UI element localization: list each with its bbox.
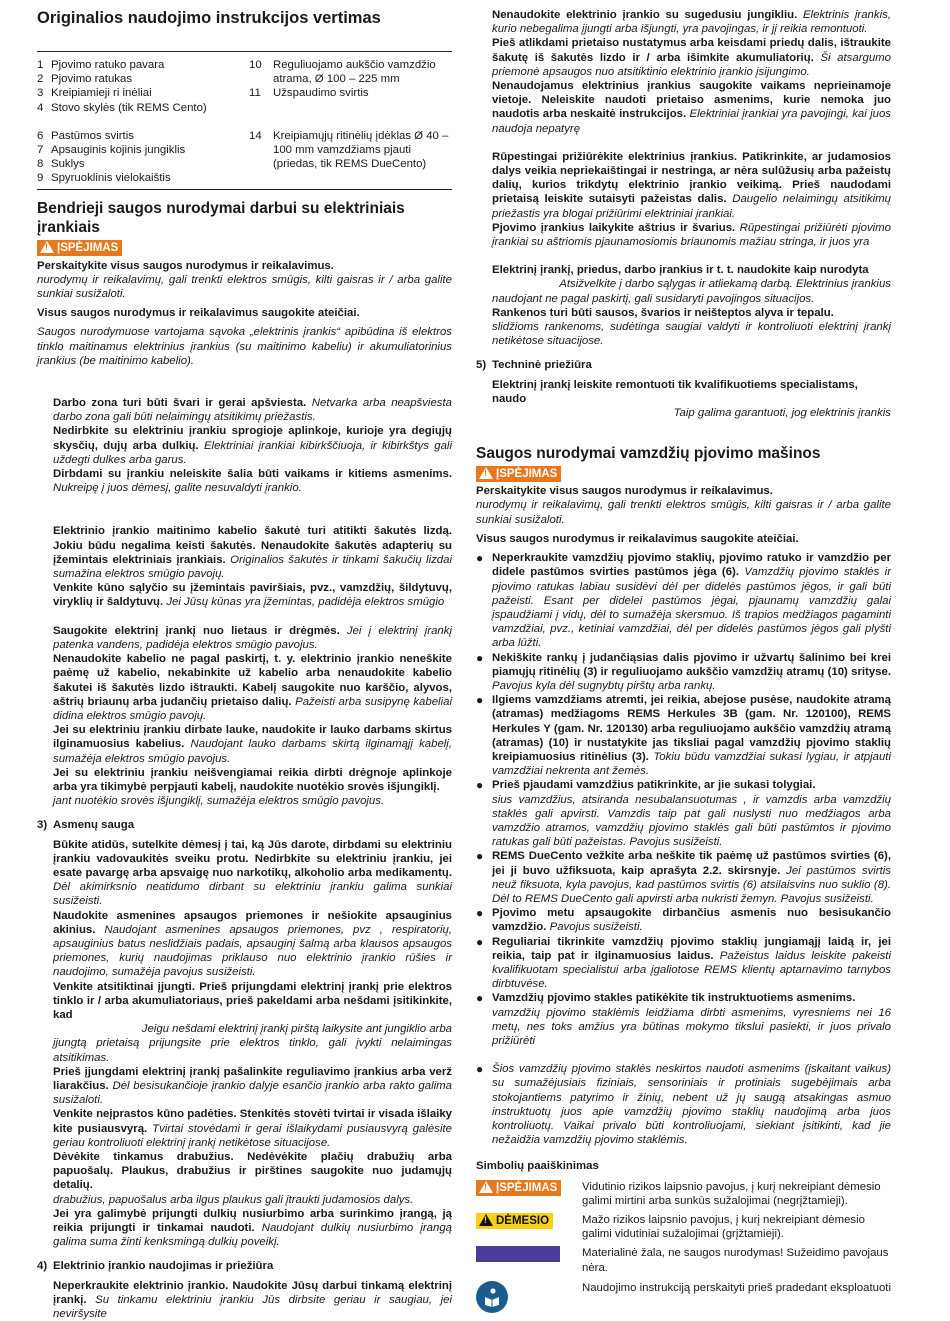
list-item: ● Reguliariai tikrinkite vamzdžių pjovimo staklių jungiamąjį laidą ir, jei reikia, taip pat ir ilginamuosius laidus. Pažeistus laidus leiskite pakeisti kvalifikuotam specialistui arba įgaliotose REMS klientų aptarnavimo tarnybos dirbtuvėse. [476,934,891,991]
symbol-notice-row: Materialinė žala, ne saugos nurodymas! Sužeidimo pavojaus nėra. [476,1246,891,1274]
maintenance: Elektrinį įrankį leiskite remontuoti tik kvalifikuotiems specialistams, naudo Taip galima garantuoti, jog elektrinis įrankis [492,378,891,420]
general-safety-heading: Bendrieji saugos nurodymai darbui su elektriniais įrankiais [37,199,405,236]
section-tool-use: 4) Elektrinio įrankio naudojimas ir priežiūra [37,1260,274,1273]
part-item: 8 Suklys [37,158,85,171]
workplace-safety: Darbo zona turi būti švari ir gerai apšviesta. Netvarka arba neapšviesta darbo zona gali būti nelaimingų atsitikimų priežastis. Nedirbkite su elektriniu įrankiu sprogioje aplinkoje, kurioje yra degiųjų skysčių, dujų arba dulkių. Elektriniai įrankiai kibirkščiuoja, ir kibirkštys gali uždegti dulkes arba garus. Dirbdami su įrankiu neleiskite šalia būti vaikams ir kitiems asmenims. Nukreipę į juos dėmesį, galite nesuvaldyti įrankio. [53,397,452,495]
symbol-caution-row: !DĖMESIO Mažo rizikos laipsnio pavojus, į kurį nekreipiant dėmesio galimi vidutiniai sužalojimai (grįžtamieji). [476,1213,891,1241]
read-instructions: Perskaitykite visus saugos nurodymus ir reikalavimus. [37,259,334,272]
part-item: 10 Reguliuojamo aukščio vamzdžio atrama, Ø 100 – 225 mm [249,59,436,86]
read-manual-icon [476,1281,508,1313]
caution-badge: !DĖMESIO [476,1213,553,1229]
personal-safety: Būkite atidūs, sutelkite dėmesį į tai, ką Jūs darote, dirbdami su elektriniu įrankiu vadovaukitės sveiku protu. Nedirbkite su elektriniu įrankiu, jei esate pavargę arba apsvaigę nuo narkotikų, alkoholio arba medikamentų. Dėl akimirksnio neatidumo dirbant su elektriniu įrankiu galima sunkiai susižeisti. Naudokite asmenines apsaugos priemones ir nešiokite apsauginius akinius. Naudojant asmenines apsaugos priemones, pvz , respiratorių, apsauginius batus neslidžiais padais, apsauginį šalmą arba klausos apsaugos priemones, kurių naudojimas priklauso nuo elektrinio įrankio rūšies ir naudojimo, sumažėja pavojus susižeisti. Venkite atsitiktinai įjungti. Prieš prijungdami elektrinį įrankį prie elektros tinklo ir / arba akumuliatoriaus, prieš pakeldami arba nešdami įsitikinkite, kad Jeigu nešdami elektrinį įrankį pirštą laikysite ant jungiklio arba įjungtą prietaisą prijungsite prie elektros tinklo, gali įvykti nelaimingas atsitikimas. Prieš įjungdami elektrinį įrankį pašalinkite reguliavimo įrankius arba verž liarakčius. Dėl besisukančioje įrankio dalyje esančio įrankio arba rakto galima susižaloti. Venkite neįprastos kūno padėties. Stenkitės stovėti tvirtai ir visada išlaiky kite pusiausvyrą. Tvirtai stovėdami ir gerai išlaikydami pusiausvyrą galėsite geriau kontroliuoti elektrinį įrankį netikėtose situacijose. Dėvėkite tinkamus drabužius. Nedėvėkite plačių drabužių arba papuošalų. Plaukus, drabužius ir pirštines saugokite nuo judamųjų detalių. drabužius, papuošalus arba ilgus plaukus gali įtraukti judamosios dalys. Jei yra galimybė prijungti dulkių nusiurbimo arba surinkimo įrangą, ją reikia prijungti ir tinkamai naudoti. Naudojant dulkių nusiurbimo įrangą galima suma žinti kenksmingą dulkių poveikį. [53,838,452,1249]
tool-use-continued: Nenaudokite elektrinio įrankio su sugedusiu jungikliu. Elektrinis įrankis, kurio nebegalima įjungti arba išjungti, yra pavojingas, ir jį reikia remontuoti. Pieš atlikdami prietaiso nustatymus arba keisdami priedų dalis, ištraukite šakutę iš šakutės lizdo ir / arba išimkite akumuliatorių. Ši atsargumo priemonė apsaugos nuo atsitiktinio elektrinio įrankio įsijungimo. Nenaudojamus elektrinius įrankius saugokite vaikams neprieinamoje vietoje. Neleiskite naudoti prietaiso asmenims, kurie nemoka juo naudotis arba neskaitė instrukcijos. Elektriniai įrankiai yra pavojingi, kai juos naudoja nepatyrę Rūpestingai prižiūrėkite elektrinius įrankius. Patikrinkite, ar judamosios dalys veikia nepriekaištingai ir nestringa, ar nėra sulūžusių arba pažeistų dalių, kurios trikdytų elektrinio įrankio veikimą. Prieš naudodami prietaisą leiskite sutaisyti pažeistas dalis. Daugelio nelaimingų atsitikimų priežastis yra blogai prižiūrimi elektriniai įrankiai. Pjovimo įrankius laikykite aštrius ir švarius. Rūpestingai prižiūrėti pjovimo įrankiai su aštriomis pjaunamosiomis briaunomis mažiau stringa, ir juos yra Elektrinį įrankį, priedus, darbo įrankius ir t. t. naudokite kaip nurodyta Atsižvelkite į darbo sąlygas ir atliekamą darbą. Elektrinius įrankius naudojant ne pagal paskirtį, gali susidaryti pavojingos situacijos. Rankenos turi būti sausos, švarios ir neišteptos alyva ir tepalu. slidžioms rankenoms, sudėtinga saugiai valdyti ir kontroliuoti elektrinį įrankį netikėtose situacijose. [492,9,892,348]
list-item: ● Nekiškite rankų į judančiąsias dalis pjovimo ir užvartų šalinimo bei krei piamųjų ritinėlių (3) ir reguliuojamo aukščio vamzdžių atramų (10) srityse. Pavojus kyla dėl sugnybtų pirštų arba rankų. [476,650,891,692]
parts-list-right [249,58,452,186]
symbols-legend [476,1180,891,1313]
list-item: ● Pjovimo metu apsaugokite dirbančius asmenis nuo besisukančio vamzdžio. Pavojus susižeisti. [476,906,891,934]
parts-list [37,52,452,186]
document-title: Originalios naudojimo instrukcijos vertimas [37,9,381,27]
part-item: 9 Spyruoklinis vielokaištis [37,172,171,185]
left-column [37,0,452,1321]
part-item: 6 Pastūmos svirtis [37,129,134,142]
warning-triangle-icon [479,467,493,479]
parts-rule [37,189,452,190]
tool-use: Neperkraukite elektrinio įrankio. Naudokite Jūsų darbui tinkamą elektrinį įrankį. Su tinkamu elektriniu įrankiu Jūs dirbsite geriau ir saugiau, jei neviršysite [53,1279,452,1321]
part-item: 1 Pjovimo ratuko pavara [37,59,165,71]
term-definition: Saugos nurodymuose vartojama sąvoka „elektrinis įrankis“ apibūdina iš elektros tinklo maitinamus elektrinius įrankius (su maitinimo kabeliu) ir akumuliatorinius įrankius (be maitinimo kabelio). [37,326,452,367]
part-item: 4 Stovo skylės (tik REMS Cento) [37,101,207,114]
list-item: ● REMS DueCento vežkite arba neškite tik paėmę už pastūmos svirties (6), jei ji buvo užfiksuota, kaip aprašyta 2.2. skirsnyje. Jei pastūmos svirtis neuž fiksuota, kyla pavojus, kad pastūmos svirtis (6) atsilaisvins nuo suklio (8). Dėl to REMS DueCento gali apvirsti arba nukristi žemyn. Pavojus susižeisti. [476,849,891,905]
list-item: ● Ilgiems vamzdžiams atremti, jei reikia, abejose pusėse, naudokite atramą (atramas) medžiagoms REMS Herkules 3B (gam. Nr. 120100), REMS Herkules Y (gam. Nr. 120130) arba reguliuojamo aukščio vamzdžių atramą (atramas) (10) ir nustatykite jas tiksliai pagal vamzdžių pjovimo staklių kreipiamuosius ritinėlius (3). Tokiu būdu vamzdžiai sukasi lygiau, ir atpjauti vamzdžiai nekrenta ant žemės. [476,693,891,778]
warning-triangle-icon [479,1181,493,1193]
electrical-safety: Elektrinio įrankio maitinimo kabelio šakutė turi atitikti šakutės lizdą. Jokiu būdu negalima keisti šakutės. Nenaudokite šakutės adapterių su įžemintais elektriniais įrankiais. Originalios šakutės ir tinkami šakučių lizdai sumažina elektros smūgio pavojų. Venkite kūno sąlyčio su įžemintais paviršiais, pvz., vamzdžių, šildytuvų, viryklių ir šaldytuvų. Jei Jūsų kūnas yra įžemintas, padidėja elektros smūgio Saugokite elektrinį įrankį nuo lietaus ir drėgmės. Jei į elektrinį įrankį patenka vandens, padidėja elektros smūgio pavojus. Nenaudokite kabelio ne pagal paskirtį, t. y. elektrinio įrankio neneškite paėmę už kabelio, nekabinkite už kabelio arba nenaudokite kabelio šakutei iš šakutės lizdo ištraukti. Kabelį saugokite nuo karščio, alyvos, aštrių briaunų arba judančių prietaiso dalių. Pažeisti arba susipynę kabeliai didina elektros smūgio pavojų. Jei su elektriniu įrankiu dirbate lauke, naudokite ir lauko darbams skirtus ilginamuosius kabelius. Naudojant lauko darbams skirtą ilginamąjį kabelį, sumažėja elektros smūgio pavojus. Jei su elektriniu įrankiu neišvengiamai reikia dirbti drėgnoje aplinkoje arba yra tikimybė perpjauti kabelį, naudokite nuotėkio srovės išjungiklį. jant nuotėkio srovės išjungiklį, sumažėja elektros smūgio pavojus. [53,525,453,808]
keep-instructions: Visus saugos nurodymus ir reikalavimus saugokite ateičiai. [37,307,360,320]
notice-bar [476,1246,560,1262]
part-item: 2 Pjovimo ratukas [37,73,133,86]
part-item: 14 Kreipiamųjų ritinėlių įdėklas Ø 40 – 100 mm vamzdžiams pjauti (priedas, tik REMS DueCento) [249,129,449,171]
list-item: ● Šios vamzdžių pjovimo staklės neskirtos naudoti asmenims (įskaitant vaikus) su sumažėjusiais fiziniais, sensoriniais ir protiniais sugebėjimais arba stokojantiems patyrimo ir žinių, nebent už jų saugą atsakingas asmuo instruktuotų juos apie vamzdžių pjovimo staklių naudojimą arba juos kontroliuotų. Vaikai privalo būti kontroliuojami, siekiant įsitikinti, kad jie nežaidžia vamzdžių pjovimo staklėmis. [476,1062,891,1147]
list-item: ● Vamzdžių pjovimo stakles patikėkite tik instruktuotiems asmenims. vamzdžių pjovimo staklėmis leidžiama dirbti asmenims, vyresniems nei 16 metų, nes toks amžius yra būtinas mokymo tikslui pasiekti, ir juos privalo prižiūrėti [476,991,891,1047]
keep-instructions: Visus saugos nurodymus ir reikalavimus saugokite ateičiai. [476,532,799,545]
warning-badge: !ĮSPĖJIMAS [476,466,561,482]
right-column [476,0,891,1313]
list-item: ● Neperkraukite vamzdžių pjovimo staklių, pjovimo ratuko ir vamzdžio per didele pastūmos svirties pastūmos jėga (6). Vamzdžių pjovimo staklės ir pjovimo ratukas labiau susidėvi dėl per didelės pastūmos jėgos, ir gali būti pažeisti. Esant per didelei pastūmos jėgai, pjaunamų vamzdžių galai įspaudžiami į vidų, dėl to sumažėja skersmuo. Iš trapios medžiagos pagaminti vamzdžiai, pvz., ketiniai vamzdžiai, dėl per didelės pastūmos jėgos gali plyšti arba lūžti. [476,551,891,650]
caution-triangle-icon [479,1214,493,1226]
part-item: 7 Apsauginis kojinis jungiklis [37,144,186,157]
warning-badge: !ĮSPĖJIMAS [37,240,122,256]
section-personal-safety: 3) Asmenų sauga [37,819,135,832]
pipe-safety-heading: Saugos nurodymai vamzdžių pjovimo mašinos [476,445,821,463]
list-item: ● Prieš pjaudami vamzdžius patikrinkite, ar jie sukasi tolygiai. sius vamzdžius, atsiranda nesubalansuotumas , ir vamzdis arba vamzdžių staklės gali apvirsti. Vamzdis taip pat gali nuslysti nuo medžiagos arba vamzdžio atramos, vamzdžių pjovimo staklės gali būti pastūmtos ir pjovimo ratukas gali būti pažeistas. Pavojus susižeisti. [476,778,891,849]
read-instructions-detail: nurodymų ir reikalavimų, gali trenkti elektros smūgis, kilti gaisras ir / arba galite sunkiai susižaloti. [476,499,891,526]
pipe-safety-bullets [476,551,891,1147]
read-instructions: Perskaitykite visus saugos nurodymus ir reikalavimus. [476,485,773,498]
symbol-manual-row: Naudojimo instrukciją perskaityti prieš pradedant eksploatuoti [476,1281,891,1313]
symbols-heading: Simbolių paaiškinimas [476,1160,599,1173]
warning-badge: !ĮSPĖJIMAS [476,1180,561,1196]
symbol-warning-row: !ĮSPĖJIMAS Vidutinio rizikos laipsnio pavojus, į kurį nekreipiant dėmesio galimi mirtini arba sunkūs sužalojimai (negrįžtamieji). [476,1180,891,1208]
parts-list-left [37,58,249,186]
part-item: 3 Kreipiamieji ri inėliai [37,87,152,100]
read-instructions-detail: nurodymų ir reikalavimų, gali trenkti elektros smūgis, kilti gaisras ir / arba galite sunkiai susižaloti. [37,273,452,301]
warning-triangle-icon [40,241,54,253]
section-maintenance: 5) Techninė priežiūra [476,359,592,372]
part-item: 11 Užspaudimo svirtis [249,87,369,100]
